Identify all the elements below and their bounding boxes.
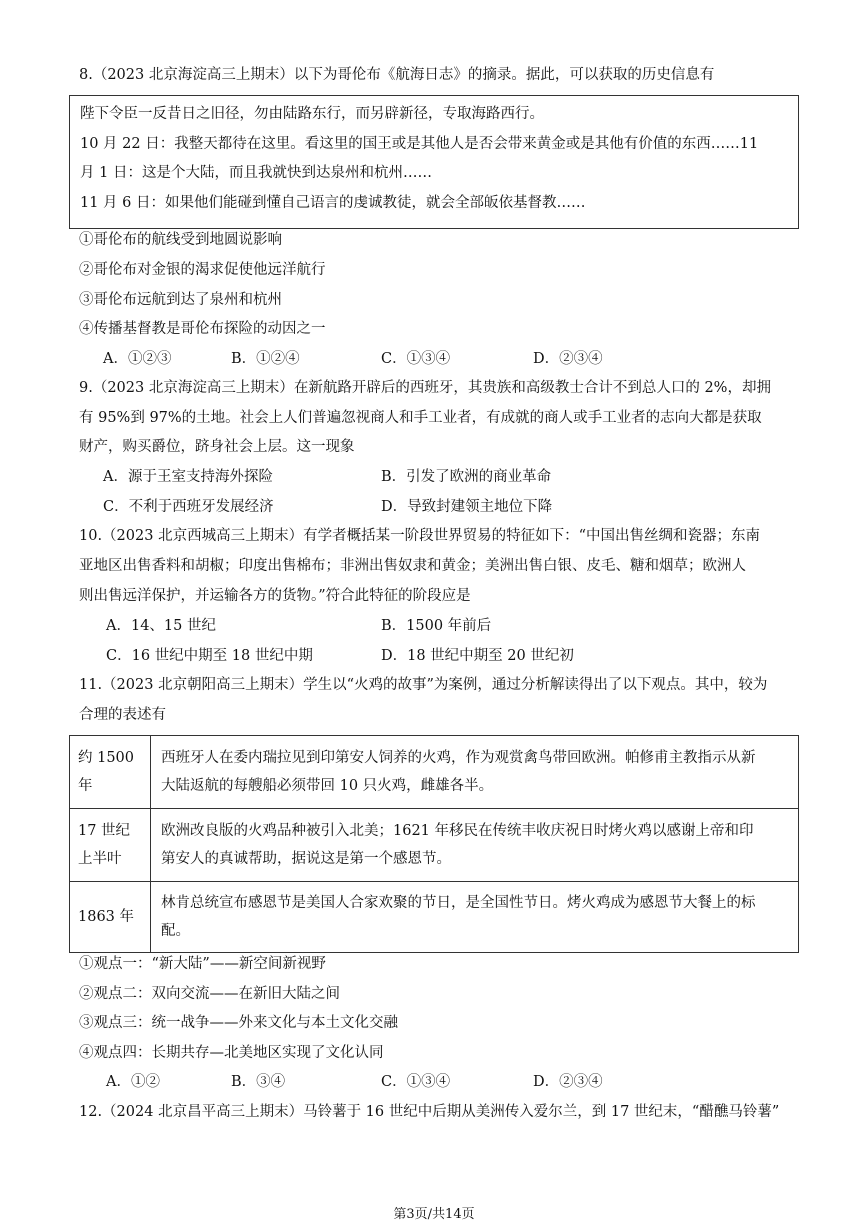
page-number: 第3页/共14页 — [393, 1207, 475, 1222]
q8-statement: ④传播基督教是哥伦布探险的动因之一 — [79, 321, 326, 337]
q9-option-c[interactable]: C．不利于西班牙发展经济 — [103, 499, 274, 515]
q8-excerpt-box — [69, 95, 799, 229]
q12-stem: 12.（2024 北京昌平高三上期末）马铃薯于 16 世纪中后期从美洲传入爱尔兰，到 17 世纪末，“醋醮马铃薯” — [79, 1104, 780, 1120]
q11-statement: ④观点四：长期共存—北美地区实现了文化认同 — [79, 1045, 384, 1061]
table-cell-text — [151, 736, 799, 809]
q11-stem: 合理的表述有 — [79, 707, 166, 723]
q8-option-c[interactable]: C．①③④ — [381, 351, 451, 367]
q8-excerpt-line: 10 月 22 日：我整天都待在这里。看这里的国王或是其他人是否会带来黄金或是其他有价值的东西……11 — [80, 136, 759, 152]
q8-excerpt-line: 月 1 日：这是个大陆，而且我就快到达泉州和杭州…… — [80, 165, 432, 181]
table-cell-text — [151, 882, 799, 953]
table-cell-period: 1863 年 — [70, 882, 151, 953]
q9-stem: 有 95%到 97%的土地。社会上人们普遍忽视商人和手工业者，有成就的商人或手工业者的志向大都是获取 — [79, 410, 762, 426]
q8-excerpt-line: 11 月 6 日：如果他们能碰到懂自己语言的虔诚教徒，就会全部皈依基督教…… — [80, 195, 586, 211]
table-row — [70, 736, 799, 809]
table-cell-text — [151, 809, 799, 882]
q8-option-a[interactable]: A．①②③ — [103, 351, 172, 367]
q11-option-b[interactable]: B．③④ — [231, 1074, 286, 1090]
q10-stem: 10.（2023 北京西城高三上期末）有学者概括某一阶段世界贸易的特征如下：“中国出售丝绸和瓷器；东南 — [79, 528, 760, 544]
q8-statement: ②哥伦布对金银的渴求促使他远洋航行 — [79, 262, 326, 278]
q10-stem: 则出售远洋保护，并运输各方的货物。”符合此特征的阶段应是 — [79, 588, 471, 604]
q9-stem: 财产，购买爵位，跻身社会上层。这一现象 — [79, 439, 355, 455]
q11-option-a[interactable]: A．①② — [106, 1074, 160, 1090]
q11-stem: 11.（2023 北京朝阳高三上期末）学生以“火鸡的故事”为案例，通过分析解读得出了以下观点。其中，较为 — [79, 677, 768, 693]
q9-option-b[interactable]: B．引发了欧洲的商业革命 — [381, 469, 552, 485]
q8-excerpt-line: 陛下令臣一反昔日之旧径，勿由陆路东行，而另辟新径，专取海路西行。 — [80, 106, 544, 122]
q8-statement: ③哥伦布远航到达了泉州和杭州 — [79, 292, 282, 308]
table-cell-line: 欧洲改良版的火鸡品种被引入北美；1621 年移民在传统丰收庆祝日时烤火鸡以感谢上帝和印 — [161, 823, 754, 839]
q10-option-d[interactable]: D．18 世纪中期至 20 世纪初 — [381, 648, 574, 664]
q11-statement: ②观点二：双向交流——在新旧大陆之间 — [79, 986, 340, 1002]
q10-option-b[interactable]: B．1500 年前后 — [381, 618, 492, 634]
q9-option-d[interactable]: D．导致封建领主地位下降 — [381, 499, 553, 515]
table-cell-line: 林肯总统宣布感恩节是美国人合家欢聚的节日，是全国性节日。烤火鸡成为感恩节大餐上的标 — [161, 895, 756, 911]
q11-timeline-table — [69, 735, 799, 953]
table-row — [70, 882, 799, 953]
table-cell-period — [70, 809, 151, 882]
q8-statement: ①哥伦布的航线受到地圆说影响 — [79, 232, 282, 248]
q10-option-a[interactable]: A．14、15 世纪 — [106, 618, 216, 634]
table-cell-line: 西班牙人在委内瑞拉见到印第安人饲养的火鸡，作为观赏禽鸟带回欧洲。帕修甫主教指示从新 — [161, 750, 756, 766]
q9-stem: 9.（2023 北京海淀高三上期末）在新航路开辟后的西班牙，其贵族和高级教士合计不到总人口的 2%，却拥 — [79, 380, 771, 396]
q8-option-d[interactable]: D．②③④ — [533, 351, 603, 367]
q11-option-c[interactable]: C．①③④ — [381, 1074, 451, 1090]
q8-stem: 8.（2023 北京海淀高三上期末）以下为哥伦布《航海日志》的摘录。据此，可以获取的历史信息有 — [79, 67, 715, 83]
table-cell-period: 约 1500 年 — [70, 736, 151, 809]
table-cell-line: 大陆返航的每艘船必须带回 10 只火鸡，雌雄各半。 — [161, 778, 494, 794]
q8-option-b[interactable]: B．①②④ — [231, 351, 300, 367]
q10-stem: 亚地区出售香料和胡椒；印度出售棉布；非洲出售奴隶和黄金；美洲出售白银、皮毛、糖和烟草；欧洲人 — [79, 558, 746, 574]
q11-option-d[interactable]: D．②③④ — [533, 1074, 603, 1090]
q10-option-c[interactable]: C．16 世纪中期至 18 世纪中期 — [106, 648, 313, 664]
table-row — [70, 809, 799, 882]
table-cell-line: 第安人的真诚帮助，据说这是第一个感恩节。 — [161, 851, 451, 867]
table-cell-line: 配。 — [161, 923, 190, 939]
q11-statement: ①观点一：“新大陆”——新空间新视野 — [79, 956, 326, 972]
q11-statement: ③观点三：统一战争——外来文化与本土文化交融 — [79, 1015, 398, 1031]
table-cell-period-text: 17 世纪上半叶 — [78, 823, 131, 867]
q9-option-a[interactable]: A．源于王室支持海外探险 — [103, 469, 273, 485]
